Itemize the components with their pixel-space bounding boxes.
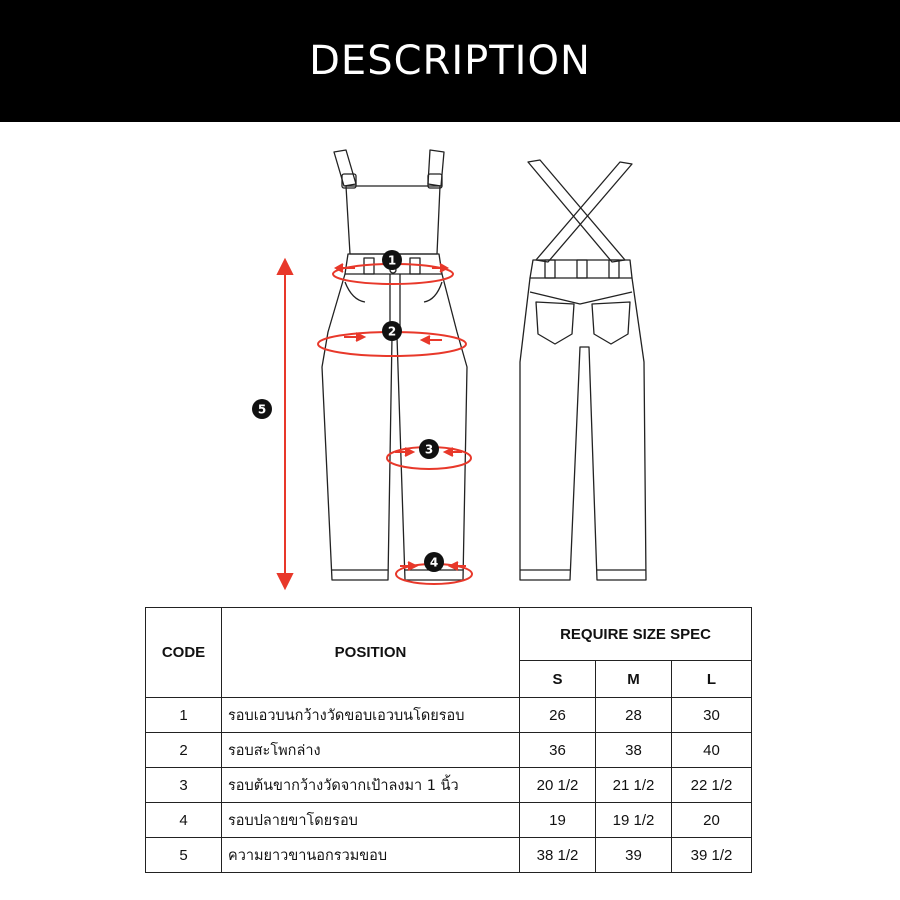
header-banner xyxy=(0,0,900,122)
row-size-m: 19 1/2 xyxy=(596,803,672,838)
row-position: ความยาวขานอกรวมขอบ xyxy=(222,838,520,873)
row-size-l: 39 1/2 xyxy=(672,838,752,873)
row-size-m: 39 xyxy=(596,838,672,873)
size-header-l: L xyxy=(672,661,752,698)
marker-2 xyxy=(382,321,402,341)
row-position: รอบต้นขากว้างวัดจากเป้าลงมา 1 นิ้ว xyxy=(222,768,520,803)
row-size-s: 19 xyxy=(520,803,596,838)
position-header: POSITION xyxy=(222,608,520,698)
overalls-diagram xyxy=(0,122,900,602)
length-arrow xyxy=(278,260,292,588)
row-size-s: 20 1/2 xyxy=(520,768,596,803)
svg-text:5: 5 xyxy=(257,402,267,417)
marker-5 xyxy=(252,399,272,419)
svg-text:2: 2 xyxy=(387,324,397,339)
row-size-l: 30 xyxy=(672,698,752,733)
size-header-s: S xyxy=(520,661,596,698)
row-position: รอบปลายขาโดยรอบ xyxy=(222,803,520,838)
row-position: รอบเอวบนกว้างวัดขอบเอวบนโดยรอบ xyxy=(222,698,520,733)
svg-text:3: 3 xyxy=(424,442,434,457)
row-code: 2 xyxy=(146,733,222,768)
size-spec-header: REQUIRE SIZE SPEC xyxy=(520,608,752,661)
table-row xyxy=(146,698,752,733)
table-row xyxy=(146,733,752,768)
size-spec-table xyxy=(145,607,752,873)
marker-1 xyxy=(382,250,402,270)
marker-3 xyxy=(419,439,439,459)
row-code: 5 xyxy=(146,838,222,873)
row-size-l: 22 1/2 xyxy=(672,768,752,803)
row-size-s: 36 xyxy=(520,733,596,768)
size-header-m: M xyxy=(596,661,672,698)
row-code: 3 xyxy=(146,768,222,803)
marker-4 xyxy=(424,552,444,572)
row-position: รอบสะโพกล่าง xyxy=(222,733,520,768)
row-code: 1 xyxy=(146,698,222,733)
page-title: DESCRIPTION xyxy=(309,38,591,84)
table-row xyxy=(146,768,752,803)
svg-text:1: 1 xyxy=(387,253,397,268)
row-size-l: 20 xyxy=(672,803,752,838)
row-size-s: 26 xyxy=(520,698,596,733)
svg-text:4: 4 xyxy=(429,555,439,570)
table-row xyxy=(146,803,752,838)
row-size-m: 21 1/2 xyxy=(596,768,672,803)
table-row xyxy=(146,838,752,873)
row-size-l: 40 xyxy=(672,733,752,768)
row-size-s: 38 1/2 xyxy=(520,838,596,873)
back-overalls-illustration xyxy=(520,160,646,580)
row-code: 4 xyxy=(146,803,222,838)
front-overalls-illustration xyxy=(322,150,467,580)
row-size-m: 38 xyxy=(596,733,672,768)
row-size-m: 28 xyxy=(596,698,672,733)
code-header: CODE xyxy=(146,608,222,698)
